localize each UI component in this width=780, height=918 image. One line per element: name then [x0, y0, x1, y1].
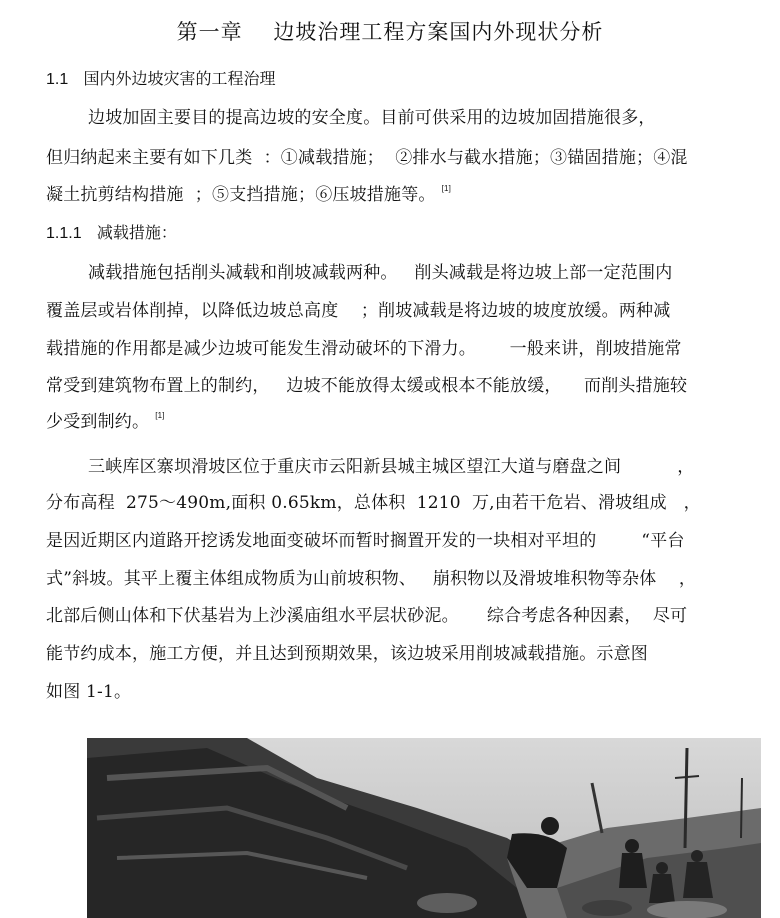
section-heading-1-1-1	[46, 220, 177, 243]
citation-ref: [1]	[441, 184, 452, 193]
paragraph-2-line-1: 减载措施包括削头减载和削坡减载两种。 削头减载是将边坡上部一定范围内	[88, 263, 673, 283]
section-title: 国内外边坡灾害的工程治理	[83, 69, 276, 88]
section-title: 减载措施：	[96, 223, 177, 242]
paragraph-1-line-1: 边坡加固主要目的提高边坡的安全度。目前可供采用的边坡加固措施很多，	[88, 108, 656, 128]
paragraph-2-line-5	[46, 407, 165, 432]
paragraph-3-line-5: 北部后侧山体和下伏基岩为上沙溪庙组水平层状砂泥。 综合考虑各种因素， 尽可	[46, 606, 688, 626]
section-heading-1-1	[46, 66, 276, 89]
paragraph-3-line-2: 分布高程 275～490m,面积 0.65km，总体积 1210 万,由若干危岩、滑坡组成 ，	[46, 493, 701, 513]
paragraph-3-line-3: 是因近期区内道路开挖诱发地面变破坏而暂时搁置开发的一块相对平坦的 “平台	[46, 531, 685, 551]
paragraph-1-line-3	[46, 180, 451, 205]
paragraph-2-line-5-text: 少受到制约。	[46, 412, 150, 432]
section-number: 1.1.1	[46, 225, 82, 242]
paragraph-3-line-4: 式”斜坡。其平上覆主体组成物质为山前坡积物、 崩积物以及滑坡堆积物等杂体 ，	[46, 569, 697, 589]
section-number: 1.1	[46, 71, 69, 88]
paragraph-3-line-6: 能节约成本，施工方便，并且达到预期效果，该边坡采用削坡减载措施。示意图	[46, 644, 648, 664]
paragraph-3-line-1: 三峡库区寨坝滑坡区位于重庆市云阳新县城主城区望江大道与磨盘之间 ，	[88, 457, 695, 477]
paragraph-2-line-4: 常受到建筑物布置上的制约， 边坡不能放得太缓或根本不能放缓， 而削头措施较	[46, 376, 688, 396]
paragraph-1-line-3-text: 凝土抗剪结构措施 ；⑤支挡措施；⑥压坡措施等。	[46, 185, 436, 205]
paragraph-2-line-2: 覆盖层或岩体削掉，以降低边坡总高度 ；削坡减载是将边坡的坡度放缓。两种减	[46, 301, 671, 321]
paragraph-2-line-3: 载措施的作用都是减少边坡可能发生滑动破坏的下滑力。 一般来讲，削坡措施常	[46, 339, 682, 359]
chapter-title: 第一章 边坡治理工程方案国内外现状分析	[176, 20, 604, 44]
slope-construction-photo	[87, 738, 761, 918]
photo-illustration	[87, 738, 761, 918]
paragraph-1-line-2: 但归纳起来主要有如下几类 ：①减载措施； ②排水与截水措施；③锚固措施；④混	[46, 148, 688, 168]
citation-ref: [1]	[155, 411, 165, 420]
paragraph-3-line-7: 如图 1-1。	[46, 682, 132, 702]
